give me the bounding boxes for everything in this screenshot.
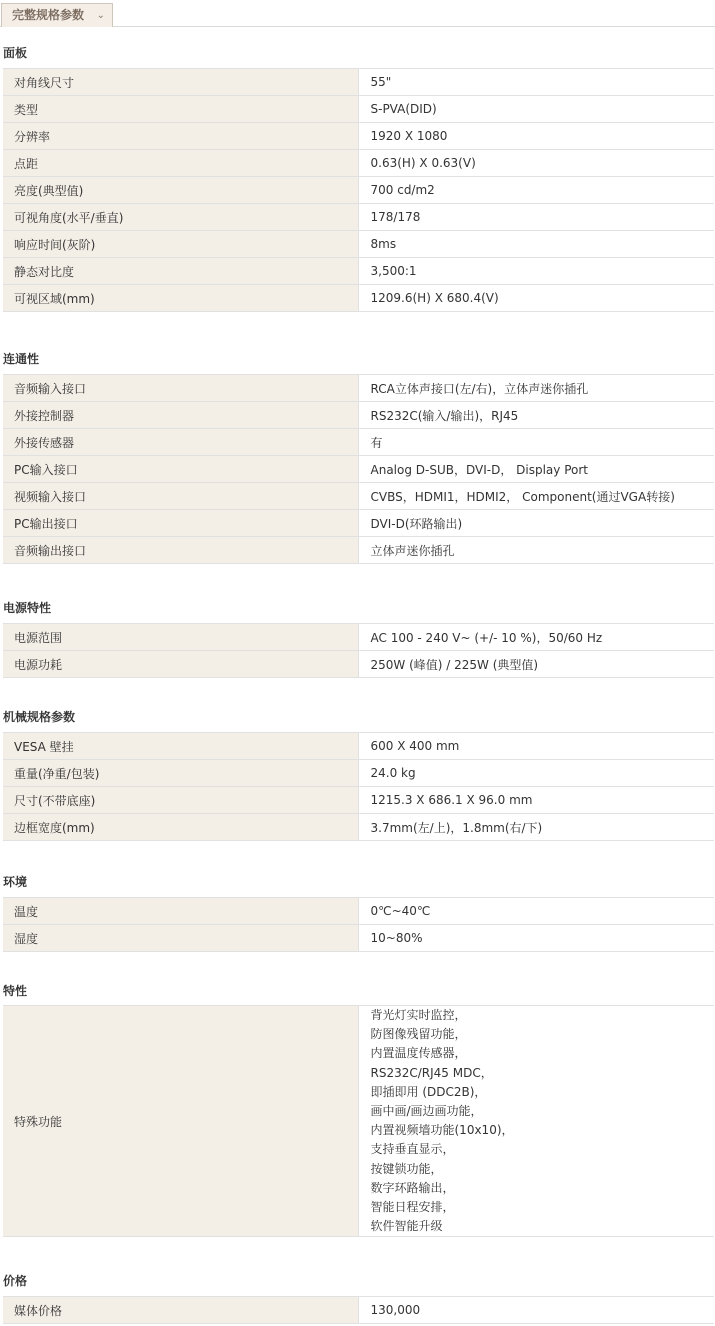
connectivity-table [3, 374, 714, 564]
spec-key: 音频输出接口 [3, 537, 358, 564]
spec-value: 有 [358, 429, 714, 456]
feature-line: 背光灯实时监控， [370, 1008, 467, 1022]
table-row [3, 69, 714, 96]
table-row [3, 204, 714, 231]
feature-line: 内置温度传感器， [370, 1046, 467, 1061]
panel-table [3, 68, 714, 312]
spec-value: 8ms [358, 231, 714, 258]
spec-key: 外接控制器 [3, 402, 358, 429]
spec-key: 视频输入接口 [3, 483, 358, 510]
feature-line: 软件智能升级 [370, 1219, 443, 1234]
feature-line: 画中画/画边画功能， [370, 1104, 483, 1119]
spec-key: 湿度 [3, 925, 358, 952]
environment-table [3, 897, 714, 952]
table-row [3, 624, 714, 651]
spec-key: 类型 [3, 96, 358, 123]
spec-value: 600 X 400 mm [358, 733, 714, 760]
spec-key: 尺寸(不带底座) [3, 787, 358, 814]
section-title-price: 价格 [3, 1274, 28, 1288]
spec-key: 外接传感器 [3, 429, 358, 456]
feature-line: RS232C/RJ45 MDC， [370, 1065, 493, 1080]
section-title-environment: 环境 [3, 875, 28, 889]
spec-key: 电源功耗 [3, 651, 358, 678]
features-table [3, 1005, 714, 1237]
spec-value-multiline [358, 1006, 714, 1237]
mechanical-table [3, 732, 714, 841]
spec-value: 700 cd/m2 [358, 177, 714, 204]
spec-value: 立体声迷你插孔 [358, 537, 714, 564]
table-row [3, 177, 714, 204]
spec-key: 亮度(典型值) [3, 177, 358, 204]
spec-value: 130,000 [358, 1297, 714, 1324]
spec-value: 0.63(H) X 0.63(V) [358, 150, 714, 177]
spec-value: RCA立体声接口(左/右)，立体声迷你插孔 [358, 375, 714, 402]
table-row [3, 733, 714, 760]
table-row [3, 898, 714, 925]
spec-value: 24.0 kg [358, 760, 714, 787]
table-row [3, 483, 714, 510]
table-row [3, 285, 714, 312]
spec-value: 3.7mm(左/上)，1.8mm(右/下) [358, 814, 714, 841]
table-row [3, 456, 714, 483]
spec-key: 边框宽度(mm) [3, 814, 358, 841]
spec-key: PC输入接口 [3, 456, 358, 483]
spec-value: DVI-D(环路输出) [358, 510, 714, 537]
table-row [3, 510, 714, 537]
spec-key: 电源范围 [3, 624, 358, 651]
spec-value: 0℃~40℃ [358, 898, 714, 925]
spec-key: VESA 壁挂 [3, 733, 358, 760]
section-title-panel: 面板 [3, 46, 28, 60]
table-row [3, 258, 714, 285]
feature-line: 即插即用 (DDC2B)， [370, 1084, 487, 1099]
section-title-mechanical: 机械规格参数 [3, 710, 76, 724]
spec-value: 1209.6(H) X 680.4(V) [358, 285, 714, 312]
spec-key: 可视区域(mm) [3, 285, 358, 312]
table-row [3, 150, 714, 177]
spec-key: 重量(净重/包装) [3, 760, 358, 787]
spec-value: 10~80% [358, 925, 714, 952]
spec-value: RS232C(输入/输出)，RJ45 [358, 402, 714, 429]
spec-value: AC 100 - 240 V~ (+/- 10 %)，50/60 Hz [358, 624, 714, 651]
spec-key: 音频输入接口 [3, 375, 358, 402]
spec-key: 特殊功能 [3, 1006, 358, 1237]
table-row [3, 787, 714, 814]
spec-key: 媒体价格 [3, 1297, 358, 1324]
spec-key: 分辨率 [3, 123, 358, 150]
spec-value: 178/178 [358, 204, 714, 231]
spec-key: 点距 [3, 150, 358, 177]
table-row [3, 814, 714, 841]
table-row [3, 651, 714, 678]
feature-line: 数字环路输出， [370, 1180, 455, 1195]
table-row [3, 1297, 714, 1324]
feature-line: 按键锁功能， [370, 1161, 443, 1176]
table-row [3, 537, 714, 564]
feature-line: 支持垂直显示， [370, 1142, 455, 1157]
section-title-features: 特性 [3, 984, 28, 998]
spec-value: CVBS，HDMI1，HDMI2， Component(通过VGA转接) [358, 483, 714, 510]
table-row [3, 123, 714, 150]
spec-key: 可视角度(水平/垂直) [3, 204, 358, 231]
spec-value: 250W (峰值) / 225W (典型值) [358, 651, 714, 678]
table-row [3, 96, 714, 123]
feature-line: 内置视频墙功能(10x10)， [370, 1123, 514, 1138]
table-row [3, 760, 714, 787]
table-row [3, 1006, 714, 1237]
table-row [3, 925, 714, 952]
price-table [3, 1296, 714, 1324]
tab-full-specs-label: 完整规格参数 [12, 8, 85, 22]
section-title-power: 电源特性 [3, 601, 52, 615]
spec-value: 1920 X 1080 [358, 123, 714, 150]
power-table [3, 623, 714, 678]
tab-full-specs[interactable] [1, 3, 113, 27]
spec-value: 3,500:1 [358, 258, 714, 285]
spec-key: 对角线尺寸 [3, 69, 358, 96]
spec-value: 55" [358, 69, 714, 96]
spec-key: 温度 [3, 898, 358, 925]
spec-value: S-PVA(DID) [358, 96, 714, 123]
spec-key: 静态对比度 [3, 258, 358, 285]
section-title-connectivity: 连通性 [3, 352, 40, 366]
table-row [3, 402, 714, 429]
spec-tab-bar [0, 0, 715, 27]
table-row [3, 231, 714, 258]
spec-key: PC输出接口 [3, 510, 358, 537]
table-row [3, 375, 714, 402]
spec-value: Analog D-SUB，DVI-D， Display Port [358, 456, 714, 483]
spec-value: 1215.3 X 686.1 X 96.0 mm [358, 787, 714, 814]
table-row [3, 429, 714, 456]
spec-key: 响应时间(灰阶) [3, 231, 358, 258]
feature-line: 防图像残留功能， [370, 1027, 467, 1042]
feature-line: 智能日程安排， [370, 1200, 455, 1215]
chevron-down-icon: ⌄ [96, 10, 105, 21]
